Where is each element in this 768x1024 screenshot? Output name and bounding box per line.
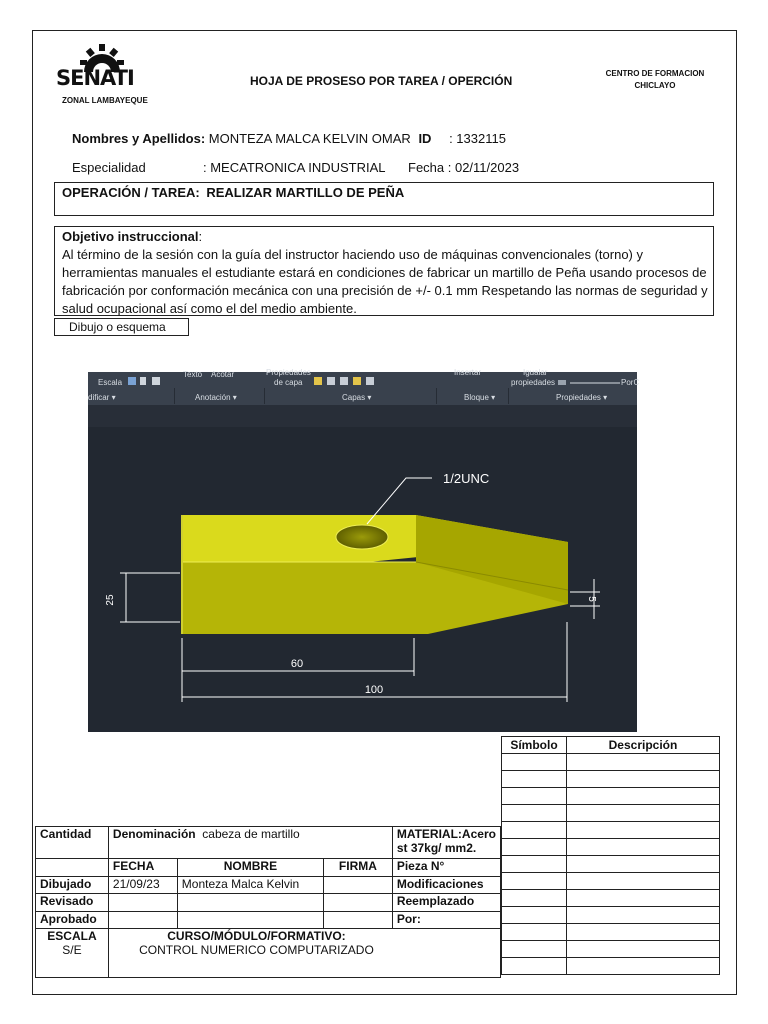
firma-header: FIRMA xyxy=(324,859,393,877)
cantidad-cell: Cantidad xyxy=(36,827,109,859)
center-line-2: CHICLAYO xyxy=(634,81,676,90)
description-cell xyxy=(567,958,720,975)
operation-label: OPERACIÓN / TAREA: xyxy=(62,185,200,200)
logo-wordmark: SENATI xyxy=(56,66,134,90)
title-row-2 xyxy=(36,859,501,877)
title-row-1 xyxy=(36,827,501,859)
symbol-row xyxy=(502,958,720,975)
title-block xyxy=(35,826,501,978)
curso-cell xyxy=(108,929,500,978)
description-cell xyxy=(567,822,720,839)
symbol-row xyxy=(502,856,720,873)
ribbon-porc[interactable]: PorC xyxy=(621,378,640,387)
symbol-row xyxy=(502,771,720,788)
thread-label: 1/2UNC xyxy=(443,471,490,486)
name-value: MONTEZA MALCA KELVIN OMAR xyxy=(208,131,411,146)
title-row-4 xyxy=(36,894,501,912)
aprobado-label: Aprobado xyxy=(36,911,109,929)
ribbon-propiedades[interactable]: Propiedades ▾ xyxy=(556,393,608,402)
escala-value: S/E xyxy=(62,943,82,958)
ribbon-texto[interactable]: Texto xyxy=(183,370,203,379)
operation-value: REALIZAR MARTILLO DE PEÑA xyxy=(206,185,405,200)
material-line-2: st 37kg/ mm2. xyxy=(396,841,477,855)
denominacion-label: Denominación xyxy=(112,827,196,841)
modificaciones-cell: Modificaciones xyxy=(392,876,500,894)
material-line-1: MATERIAL:Acero xyxy=(396,827,496,841)
escala-label: ESCALA xyxy=(47,929,97,944)
ribbon-bloque[interactable]: Bloque ▾ xyxy=(464,393,496,402)
symbol-row xyxy=(502,873,720,890)
dim-100-label: 100 xyxy=(364,684,384,696)
ribbon-prop-capa-1[interactable]: Propiedades xyxy=(266,368,311,377)
dibujado-label: Dibujado xyxy=(36,876,109,894)
pieza-cell: Pieza N° xyxy=(392,859,500,877)
symbol-row xyxy=(502,788,720,805)
id-value: : 1332115 xyxy=(449,131,506,146)
escala-cell xyxy=(36,929,109,978)
description-cell xyxy=(567,873,720,890)
ribbon-modificar[interactable]: dificar ▾ xyxy=(88,393,116,402)
description-cell xyxy=(567,856,720,873)
ribbon-insertar[interactable]: Insertar xyxy=(454,368,482,377)
objective-title: Objetivo instruccional xyxy=(62,229,199,244)
dim-60-label: 60 xyxy=(290,658,304,670)
symbol-row xyxy=(502,890,720,907)
height-dimension xyxy=(120,573,180,622)
name-label: Nombres y Apellidos: xyxy=(72,131,206,146)
ribbon-igualar-1[interactable]: Igualar xyxy=(523,368,548,377)
description-cell xyxy=(567,754,720,771)
denominacion-cell xyxy=(108,827,392,859)
symbol-cell xyxy=(502,822,567,839)
objective-text: Al término de la sesión con la guía del instructor haciendo uso de máquinas convencionales (torno) y herramientas manuales el estudiante estará en condiciones de fabricar un martillo de Peña usando procesos de fabricación por conformación mecánica con una precisión de +/- 0.1 mm Respetando las normas de seguridad y salud ocupacional así como el del medio ambiente. xyxy=(62,247,708,316)
symbol-row xyxy=(502,754,720,771)
reemplazado-cell: Reemplazado xyxy=(392,894,500,912)
operation-text xyxy=(62,185,404,200)
symbol-header: Símbolo xyxy=(502,737,567,754)
symbol-cell xyxy=(502,873,567,890)
reemplazado-por-cell: Por: xyxy=(392,911,500,929)
symbol-row xyxy=(502,941,720,958)
ribbon-anotacion[interactable]: Anotación ▾ xyxy=(195,393,237,402)
revisado-label: Revisado xyxy=(36,894,109,912)
symbol-cell xyxy=(502,839,567,856)
symbol-cell xyxy=(502,754,567,771)
aprobado-firma xyxy=(324,911,393,929)
dibujado-firma xyxy=(324,876,393,894)
material-cell xyxy=(392,827,500,859)
fecha-header: FECHA xyxy=(108,859,177,877)
objective-content xyxy=(62,228,710,318)
drawing-label: Dibujo o esquema xyxy=(54,318,189,336)
symbol-cell xyxy=(502,771,567,788)
description-cell xyxy=(567,771,720,788)
description-header: Descripción xyxy=(567,737,720,754)
title-row-6 xyxy=(36,929,501,978)
description-cell xyxy=(567,839,720,856)
revisado-firma xyxy=(324,894,393,912)
ribbon-escala[interactable]: Escala xyxy=(98,378,123,387)
symbol-table xyxy=(501,736,720,975)
description-cell xyxy=(567,924,720,941)
dim-tip-label: 5 xyxy=(586,596,597,602)
title-row-5 xyxy=(36,911,501,929)
aprobado-nombre xyxy=(177,911,323,929)
symbol-cell xyxy=(502,941,567,958)
symbol-row xyxy=(502,907,720,924)
symbol-cell xyxy=(502,924,567,941)
symbol-cell xyxy=(502,958,567,975)
objective-colon: : xyxy=(198,229,203,244)
id-label: ID xyxy=(418,131,432,146)
description-cell xyxy=(567,805,720,822)
title-row-3 xyxy=(36,876,501,894)
specialty-value: : MECATRONICA INDUSTRIAL xyxy=(203,160,386,175)
symbol-cell xyxy=(502,805,567,822)
curso-label: CURSO/MÓDULO/FORMATIVO: xyxy=(167,929,346,944)
symbol-cell xyxy=(502,856,567,873)
symbol-header-row xyxy=(502,737,720,754)
description-cell xyxy=(567,788,720,805)
symbol-row xyxy=(502,822,720,839)
dibujado-fecha: 21/09/23 xyxy=(108,876,177,894)
curso-value: CONTROL NUMERICO COMPUTARIZADO xyxy=(139,943,374,958)
symbol-row xyxy=(502,839,720,856)
page-title: HOJA DE PROSESO POR TAREA / OPERCIÓN xyxy=(250,74,513,88)
center-line-1: CENTRO DE FORMACION xyxy=(605,69,705,78)
revisado-nombre xyxy=(177,894,323,912)
logo-subtitle: ZONAL LAMBAYEQUE xyxy=(62,96,148,105)
symbol-row xyxy=(502,924,720,941)
description-cell xyxy=(567,941,720,958)
description-cell xyxy=(567,907,720,924)
training-center xyxy=(592,68,718,92)
ribbon-prop-capa-2[interactable]: de capa xyxy=(274,378,303,387)
revisado-fecha xyxy=(108,894,177,912)
ribbon-capas[interactable]: Capas ▾ xyxy=(342,393,372,402)
student-name-row xyxy=(72,131,506,146)
denominacion-value: cabeza de martillo xyxy=(202,827,300,841)
symbol-cell xyxy=(502,788,567,805)
empty-cell xyxy=(36,859,109,877)
nombre-header: NOMBRE xyxy=(177,859,323,877)
dim-height-label: 25 xyxy=(105,594,116,606)
symbol-cell xyxy=(502,907,567,924)
specialty-label: Especialidad xyxy=(72,160,146,175)
symbol-row xyxy=(502,805,720,822)
symbol-cell xyxy=(502,890,567,907)
hammer-drawing xyxy=(88,372,640,732)
description-cell xyxy=(567,890,720,907)
cad-screenshot xyxy=(88,368,640,732)
date-text: Fecha : 02/11/2023 xyxy=(408,160,520,175)
aprobado-fecha xyxy=(108,911,177,929)
ribbon-acotar[interactable]: Acotar xyxy=(211,370,235,379)
dibujado-nombre: Monteza Malca Kelvin xyxy=(177,876,323,894)
ribbon-igualar-2[interactable]: propiedades xyxy=(511,378,556,387)
